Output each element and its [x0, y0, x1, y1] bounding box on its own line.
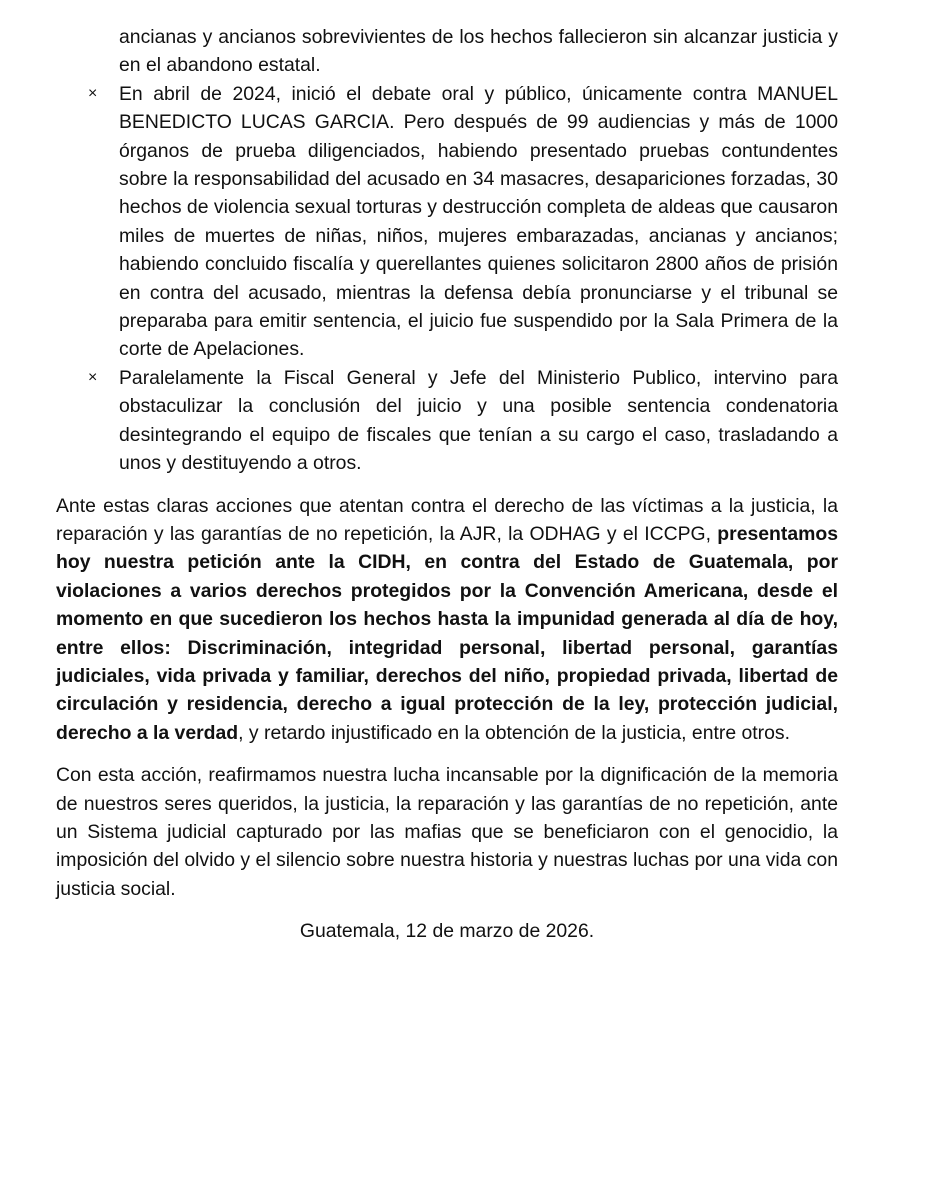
petition-bold-statement: presentamos hoy nuestra petición ante la CIDH, en contra del Estado de Guatemala, por violaciones a varios derechos protegidos por la Convención Americana, desde el momento en que sucedieron los hechos hasta la impunidad generada al día de hoy, entre ellos: Discriminación, integridad personal, libertad personal, garantías judiciales, vida privada y familiar, derechos del niño, propiedad privada, libertad de circulación y residencia, derecho a igual protección de la ley, protección judicial, derecho a la verdad	[56, 522, 838, 744]
document-page	[56, 23, 838, 946]
bullet-list	[56, 23, 838, 478]
x-bullet-icon: ×	[88, 84, 98, 102]
petition-outro: , y retardo injustificado en la obtención de la justicia, entre otros.	[238, 721, 791, 744]
place-date: Guatemala, 12 de marzo de 2026.	[299, 920, 595, 943]
bullet-text: En abril de 2024, inició el debate oral y público, únicamente contra MANUEL BENEDICTO LUCAS GARCIA. Pero después de 99 audiencias y más de 1000 órganos de prueba diligenciados, habiendo presentado pruebas contundentes sobre la responsabilidad del acusado en 34 masacres, desapariciones forzadas, 30 hechos de violencia sexual torturas y destrucción completa de aldeas que causaron miles de muertes de niñas, niños, mujeres embarazadas, ancianas y ancianos; habiendo concluido fiscalía y querellantes quienes solicitaron 2800 años de prisión en contra del acusado, mientras la defensa debía pronunciarse y el tribunal se preparaba para emitir sentencia, el juicio fue suspendido por la Sala Primera de la corte de Apelaciones.	[119, 82, 838, 361]
bullet-item-prosecutor	[56, 364, 838, 478]
bullet-item-continuation	[56, 23, 838, 80]
x-bullet-icon: ×	[88, 368, 98, 386]
bullet-text: Paralelamente la Fiscal General y Jefe del Ministerio Publico, intervino para obstaculizar la conclusión del juicio y una posible sentencia condenatoria desintegrando el equipo de fiscales que tenían a su cargo el caso, trasladando a unos y destituyendo a otros.	[119, 366, 838, 475]
bullet-text: ancianas y ancianos sobrevivientes de los hechos fallecieron sin alcanzar justicia y en el abandono estatal.	[119, 26, 838, 77]
bullet-item-trial	[56, 80, 838, 364]
petition-intro: Ante estas claras acciones que atentan contra el derecho de las víctimas a la justicia, la reparación y las garantías de no repetición, la AJR, la ODHAG y el ICCPG,	[56, 494, 838, 545]
closing-paragraph: Con esta acción, reafirmamos nuestra lucha incansable por la dignificación de la memoria de nuestros seres queridos, la justicia, la reparación y las garantías de no repetición, ante un Sistema judicial capturado por las mafias que se beneficiaron con el genocidio, la imposición del olvido y el silencio sobre nuestra historia y nuestras luchas por una vida con justicia social.	[56, 764, 838, 900]
petition-paragraph	[56, 492, 838, 748]
